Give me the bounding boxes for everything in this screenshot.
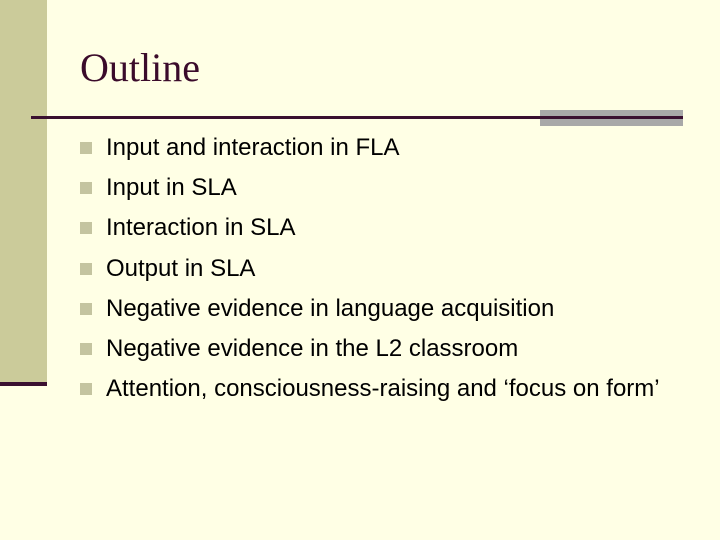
square-bullet-icon [80, 303, 92, 315]
bullet-item [80, 171, 680, 205]
square-bullet-icon [80, 222, 92, 234]
bullet-item [80, 211, 680, 245]
bullet-text: Negative evidence in the L2 classroom [106, 334, 519, 362]
title-rule [31, 116, 541, 119]
bullet-text: Output in SLA [106, 254, 256, 282]
bullet-item [80, 292, 680, 326]
bullet-text: Interaction in SLA [106, 214, 296, 242]
square-bullet-icon [80, 343, 92, 355]
square-bullet-icon [80, 142, 92, 154]
bullet-item [80, 131, 680, 165]
bullet-item [80, 332, 680, 366]
bullet-text: Input and interaction in FLA [106, 134, 400, 161]
bullet-text: Negative evidence in language acquisition [106, 294, 555, 322]
slide-title: Outline [80, 45, 200, 90]
bullet-list [80, 131, 680, 412]
bullet-item [80, 252, 680, 286]
square-bullet-icon [80, 182, 92, 194]
bullet-text: Attention, consciousness-raising and ‘focus on form’ [106, 375, 660, 403]
title-accent-line [540, 116, 683, 119]
bullet-text: Input in SLA [106, 174, 237, 202]
left-decorative-band [0, 0, 47, 382]
square-bullet-icon [80, 383, 92, 395]
bullet-item [80, 372, 680, 406]
left-band-underline [0, 382, 47, 386]
square-bullet-icon [80, 263, 92, 275]
